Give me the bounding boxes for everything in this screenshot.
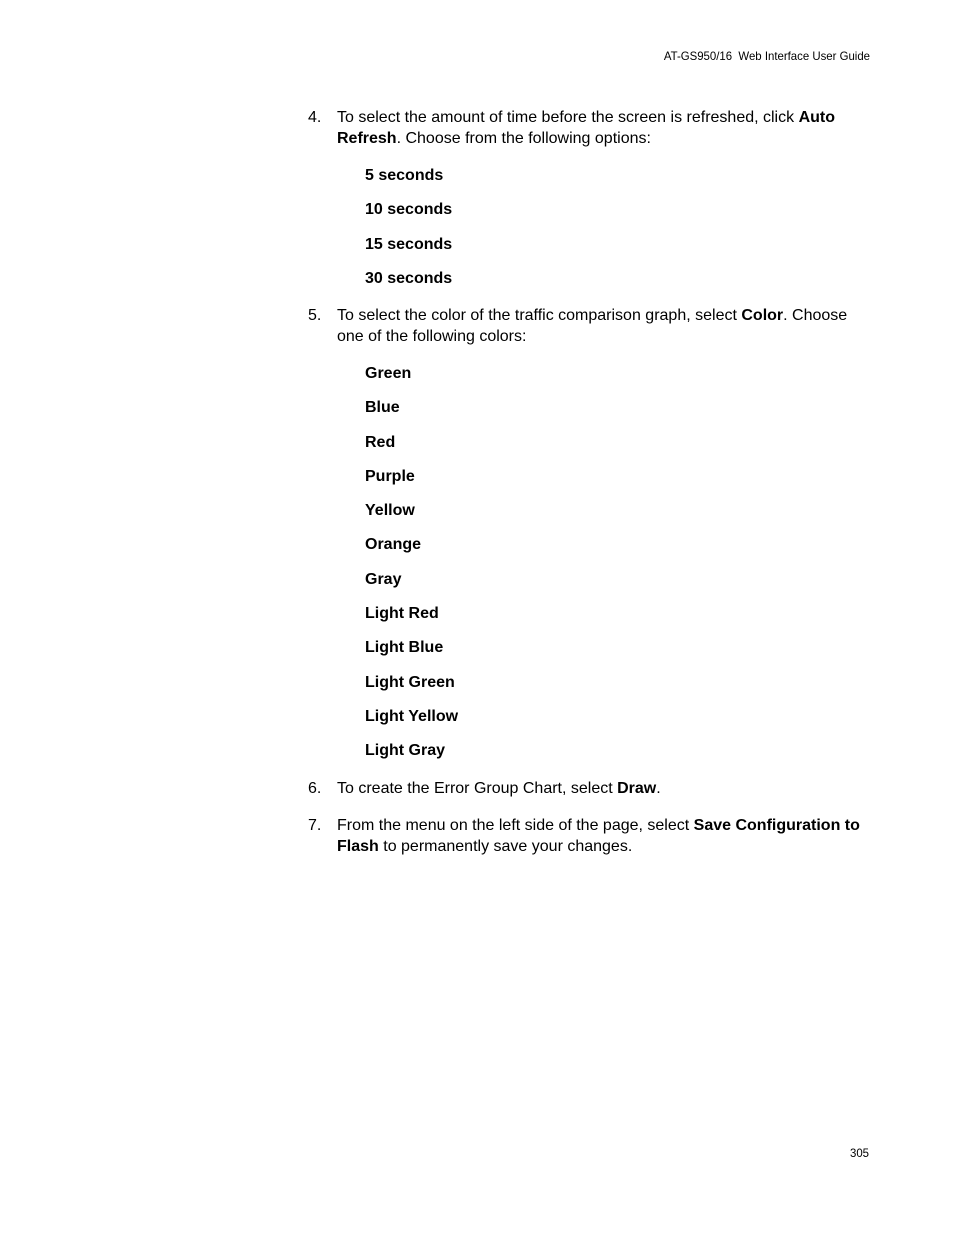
step-text-post: . Choose one of the following colors:	[337, 307, 848, 345]
ui-term-color: Color	[741, 307, 784, 324]
step-text	[337, 306, 870, 347]
step-6	[308, 779, 870, 800]
step-number: 6.	[308, 780, 322, 797]
step-text-pre: To select the color of the traffic comparison graph, select	[337, 307, 742, 324]
color-option: Light Red	[365, 605, 439, 622]
refresh-option: 30 seconds	[365, 270, 453, 287]
step-text	[337, 816, 870, 857]
color-option: Blue	[365, 399, 400, 416]
color-option: Red	[365, 434, 396, 451]
step-4	[308, 108, 870, 149]
step-5	[308, 306, 870, 347]
step-text-pre: From the menu on the left side of the page, select	[337, 817, 694, 834]
step-text-pre: To create the Error Group Chart, select	[337, 780, 618, 797]
step-number: 5.	[308, 307, 322, 324]
step-text-post: to permanently save your changes.	[378, 837, 633, 855]
step-number: 4.	[308, 109, 322, 126]
color-option: Orange	[365, 536, 422, 553]
step-text	[337, 779, 870, 800]
step-text-post: . Choose from the following options:	[396, 129, 651, 147]
ui-term-save-configuration: Save Configuration to Flash	[337, 817, 860, 855]
color-option: Gray	[365, 571, 402, 588]
step-7	[308, 816, 870, 857]
refresh-option: 15 seconds	[365, 236, 453, 253]
step-number: 7.	[308, 817, 322, 834]
step-text-post: .	[656, 780, 661, 797]
color-option: Green	[365, 365, 412, 382]
color-option: Purple	[365, 468, 415, 485]
color-option: Light Green	[365, 674, 455, 691]
step-text-pre: To select the amount of time before the screen is refreshed, click	[337, 109, 799, 126]
step-text	[337, 108, 870, 149]
color-option: Light Gray	[365, 742, 446, 759]
ui-term-auto-refresh: Auto Refresh	[337, 109, 835, 147]
running-header: AT-GS950/16 Web Interface User Guide	[663, 49, 870, 63]
color-option: Light Yellow	[365, 708, 459, 725]
page-number: 305	[849, 1146, 869, 1160]
refresh-option: 10 seconds	[365, 201, 453, 218]
ui-term-draw: Draw	[617, 780, 657, 797]
color-option: Yellow	[365, 502, 415, 519]
color-option: Light Blue	[365, 639, 444, 656]
refresh-option: 5 seconds	[365, 167, 444, 184]
